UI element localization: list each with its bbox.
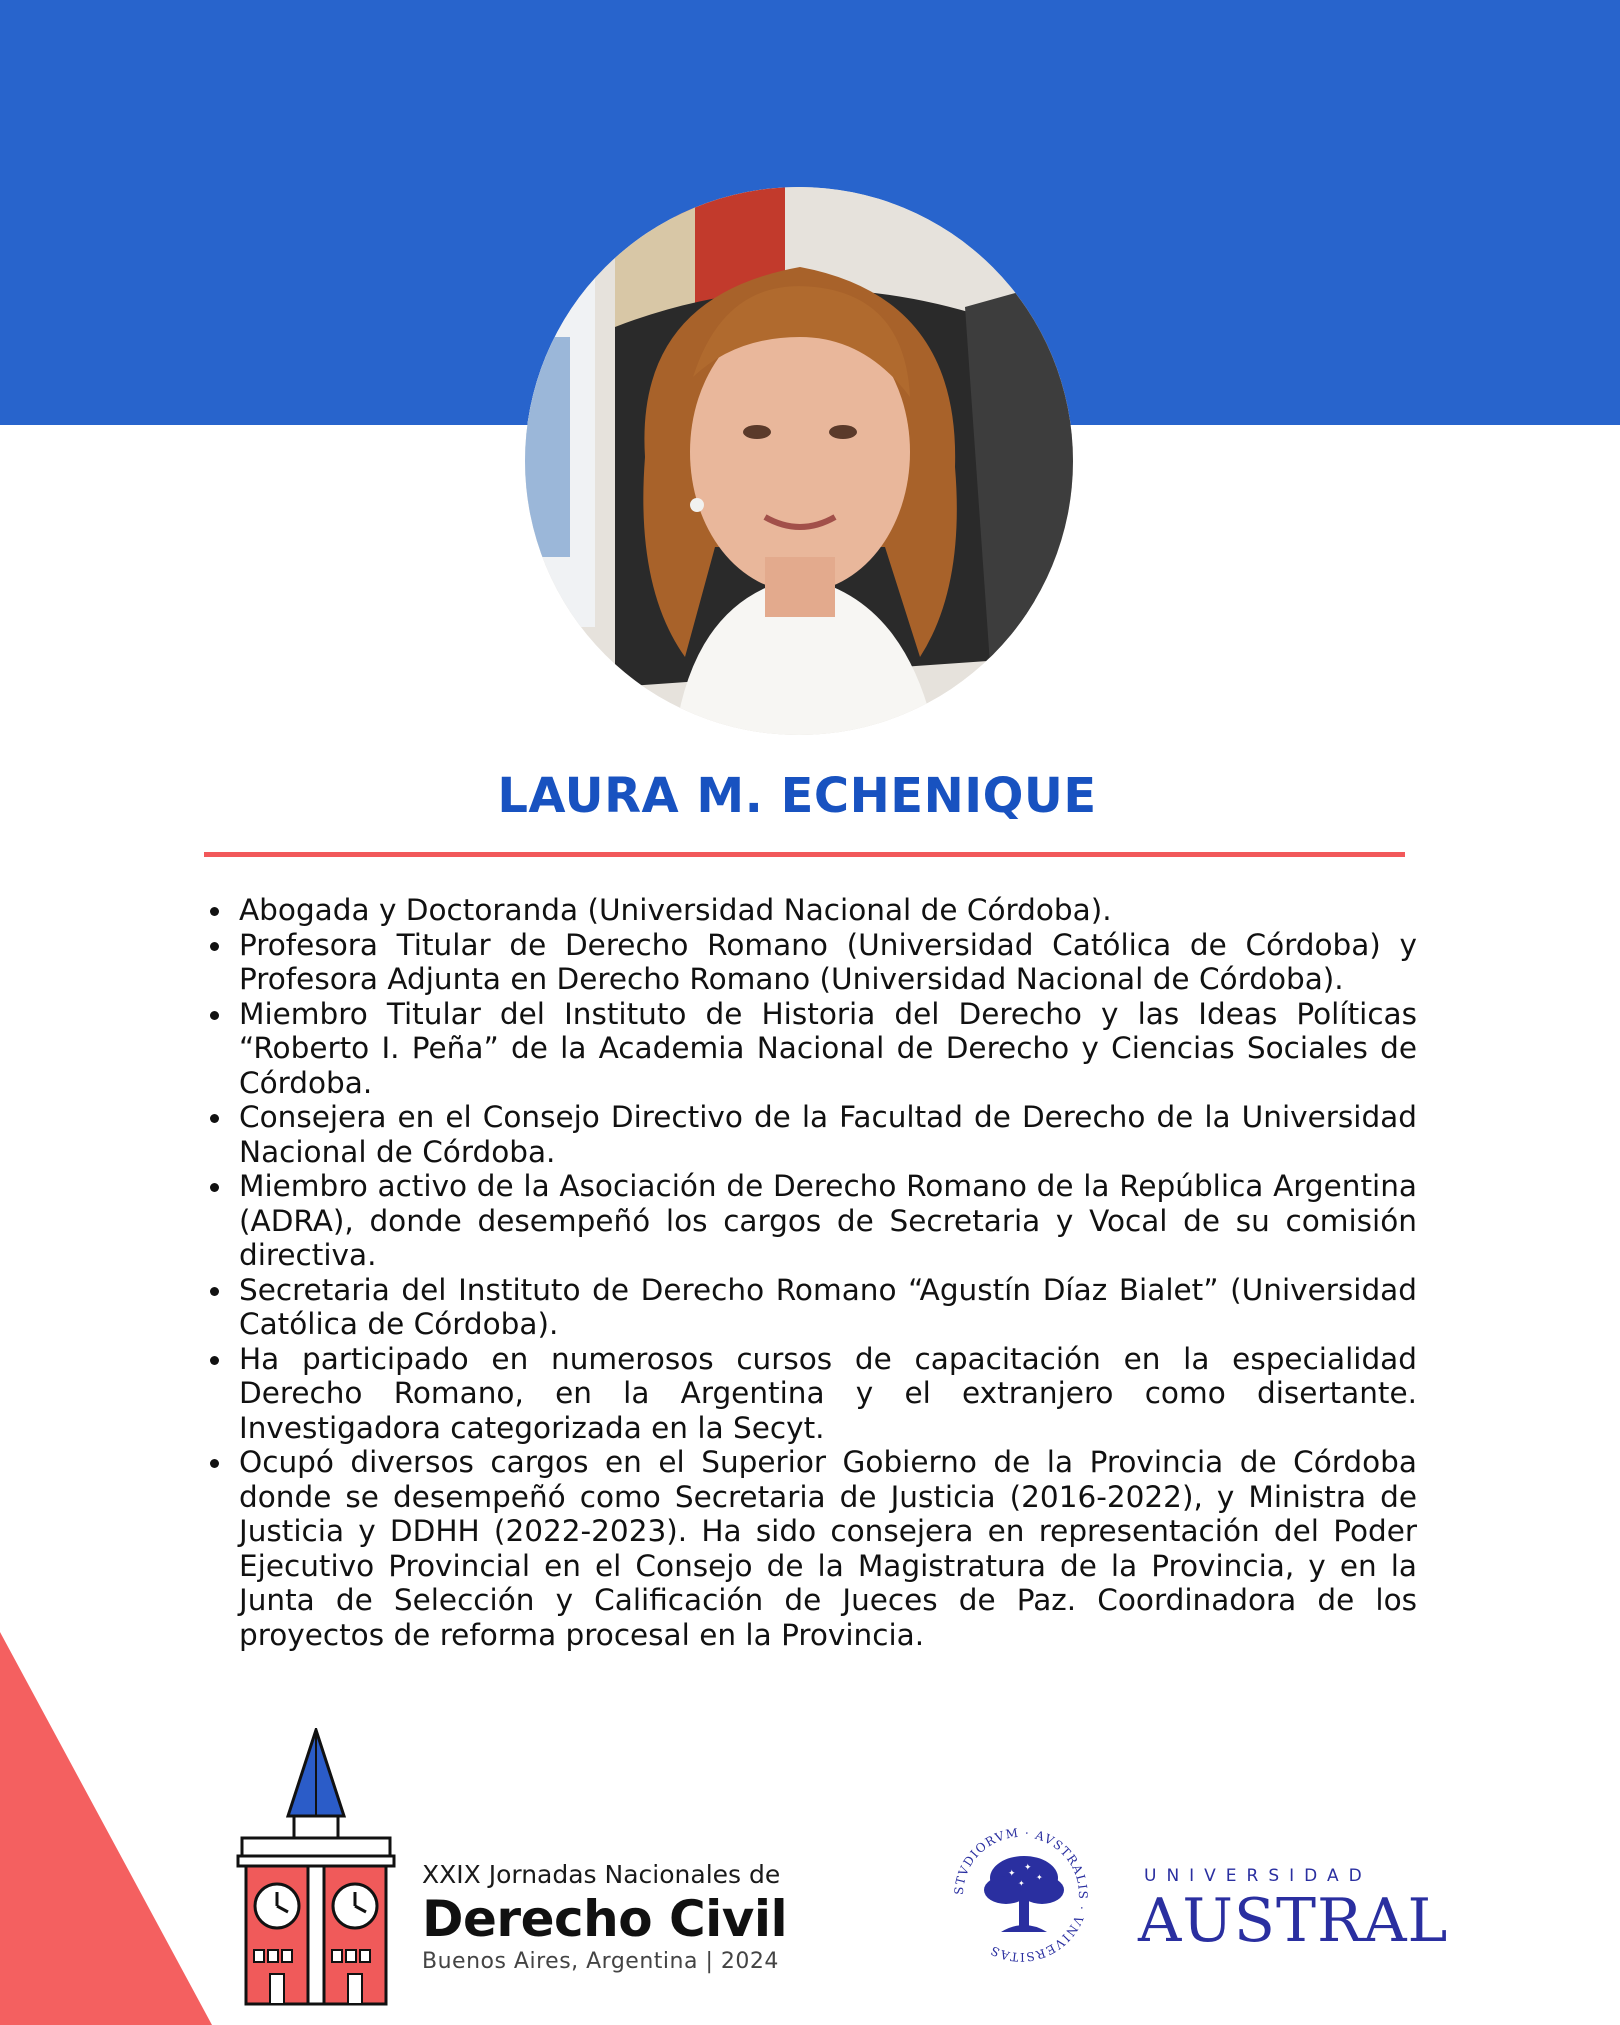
title-divider xyxy=(204,852,1405,857)
jornadas-line2: Derecho Civil xyxy=(422,1890,788,1948)
speaker-photo xyxy=(525,187,1073,735)
svg-text:✦: ✦ xyxy=(1018,1879,1025,1888)
austral-big-text: AUSTRAL xyxy=(1138,1886,1449,1956)
jornadas-text xyxy=(422,1860,787,1974)
bio-list xyxy=(206,893,1417,1652)
bio-item: Abogada y Doctoranda (Universidad Nacional de Córdoba). xyxy=(239,893,1417,928)
svg-text:✦: ✦ xyxy=(1036,1873,1043,1882)
bio-item: Consejera en el Consejo Directivo de la Facultad de Derecho de la Universidad Nacional de Córdoba. xyxy=(239,1100,1417,1169)
svg-text:STVDIORVM · AVSTRALIS · VNIVER: STVDIORVM · AVSTRALIS · VNIVERSITAS xyxy=(951,1825,1091,1965)
speaker-name: LAURA M. ECHENIQUE xyxy=(497,768,1097,824)
bio-item: Secretaria del Instituto de Derecho Romano “Agustín Díaz Bialet” (Universidad Católica de Córdoba). xyxy=(239,1272,1417,1341)
austral-logo xyxy=(946,1820,1449,1980)
bio-item: Profesora Titular de Derecho Romano (Universidad Católica de Córdoba) y Profesora Adjunta en Derecho Romano (Universidad Nacional de Córdoba). xyxy=(239,927,1417,996)
jornadas-line1: XXIX Jornadas Nacionales de xyxy=(422,1860,781,1889)
austral-small-text: UNIVERSIDAD xyxy=(1144,1866,1372,1886)
jornadas-logo xyxy=(236,1728,836,2008)
clock-tower-icon xyxy=(236,1728,396,2008)
bio-item: Ocupó diversos cargos en el Superior Gobierno de la Provincia de Córdoba donde se desempeñó como Secretaria de Justicia (2016-2022), y Ministra de Justicia y DDHH (2022-2023). Ha sido consejera en representación del Poder Ejecutivo Provincial en el Consejo de la Magistratura de la Provincia, y en la Junta de Selección y Calificación de Jueces de Paz. Coordinadora de los proyectos de reforma procesal en la Provincia. xyxy=(239,1445,1417,1652)
svg-text:✦: ✦ xyxy=(1024,1862,1032,1872)
svg-text:✦: ✦ xyxy=(1008,1868,1016,1878)
bio-item: Ha participado en numerosos cursos de capacitación en la especialidad Derecho Romano, en la Argentina y el extranjero como disertante. Investigadora categorizada en la Secyt. xyxy=(239,1341,1417,1445)
jornadas-line3: Buenos Aires, Argentina | 2024 xyxy=(422,1949,779,1974)
bio-item: Miembro activo de la Asociación de Derecho Romano de la República Argentina (ADRA), donde desempeñó los cargos de Secretaria y Vocal de su comisión directiva. xyxy=(239,1169,1417,1272)
tree-stars-seal-icon xyxy=(946,1820,1096,1970)
bio-item: Miembro Titular del Instituto de Historia del Derecho y las Ideas Políticas “Roberto I. Peña” de la Academia Nacional de Derecho y Ciencias Sociales de Córdoba. xyxy=(239,996,1417,1100)
